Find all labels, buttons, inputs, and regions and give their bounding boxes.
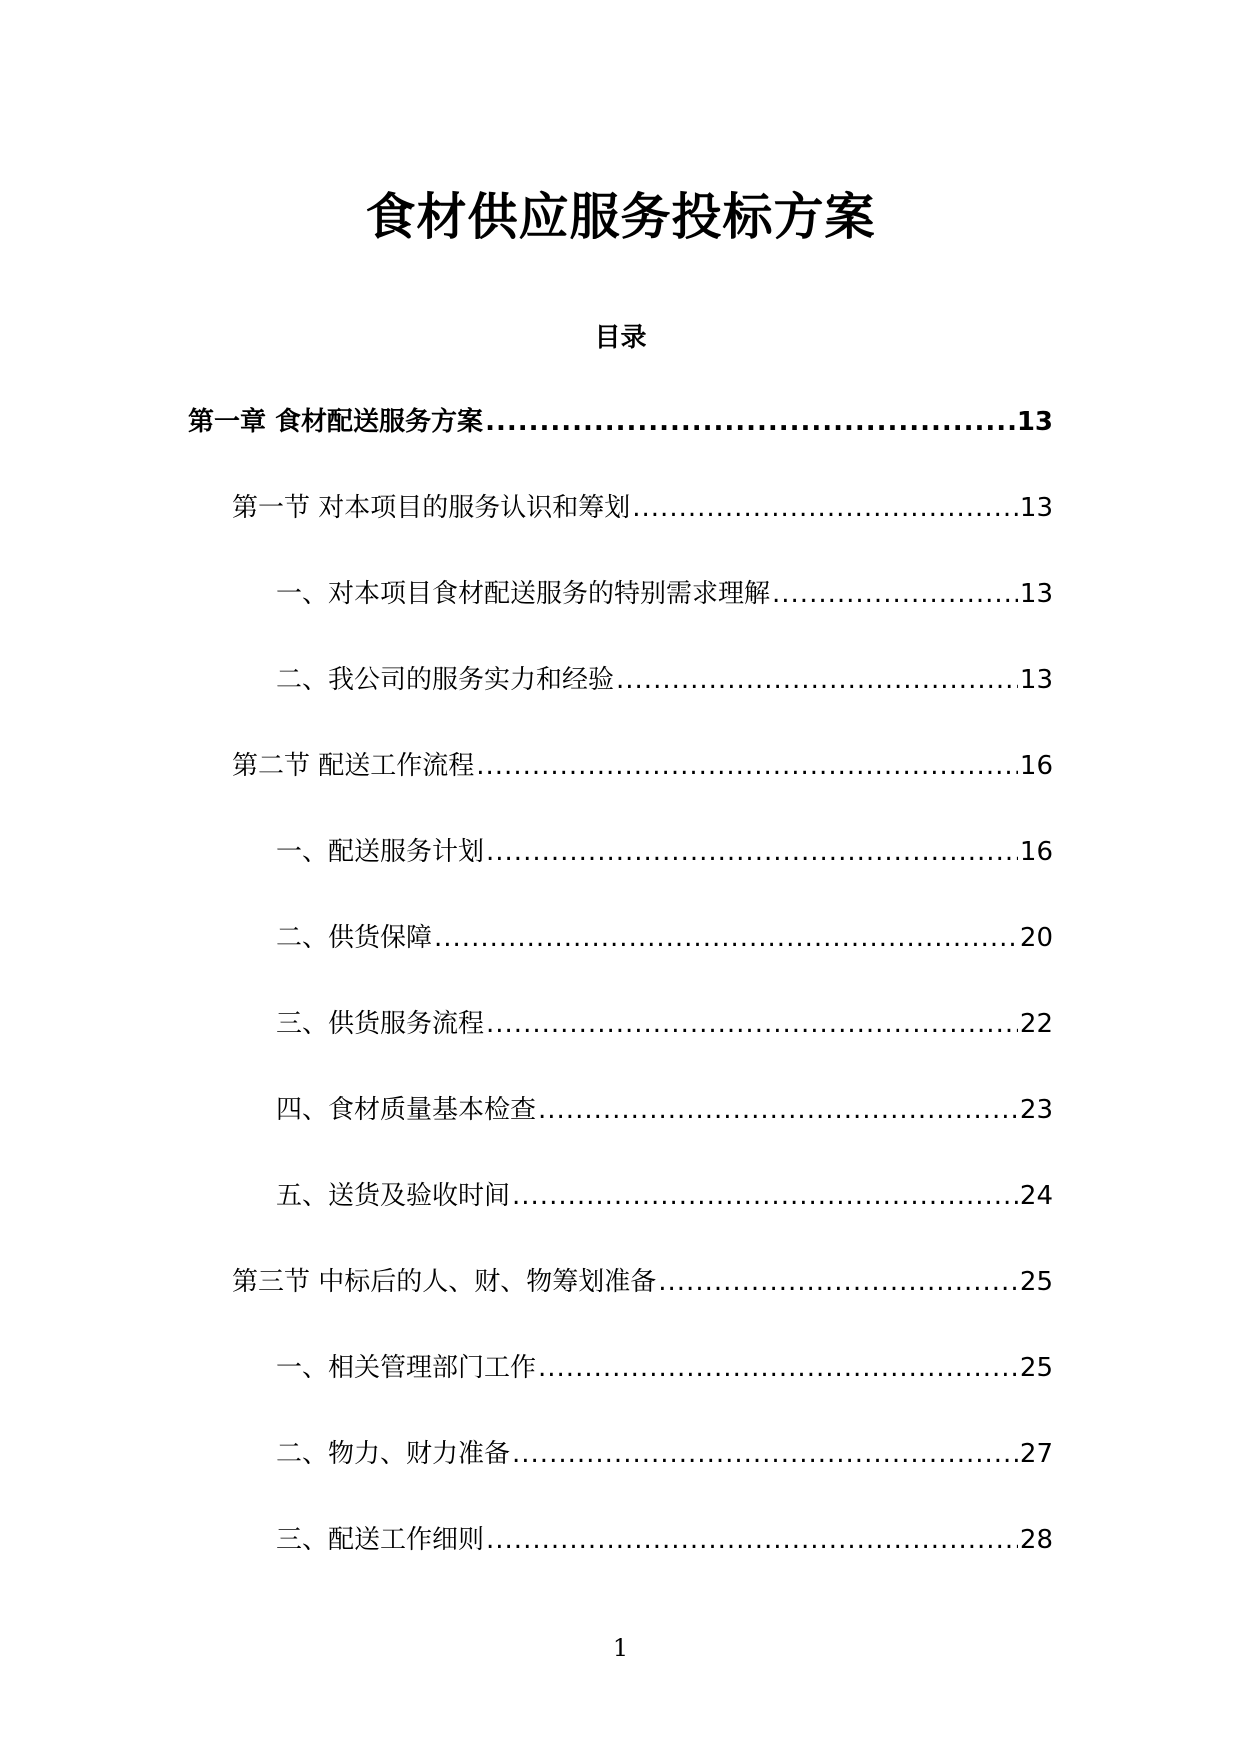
toc-entry-label: 五、送货及验收时间 [276, 1181, 511, 1211]
toc-entry[interactable] [276, 916, 1053, 960]
toc-entry-page: 22 [1019, 1009, 1053, 1039]
toc-entry-label: 三、供货服务流程 [276, 1009, 485, 1039]
page-number: 1 [612, 1634, 629, 1662]
toc-entry-label: 四、食材质量基本检查 [276, 1095, 537, 1125]
toc-entry-label: 三、配送工作细则 [276, 1525, 485, 1555]
toc-entry-page: 16 [1019, 837, 1053, 867]
toc-entry[interactable] [276, 1174, 1053, 1218]
toc-entry-page: 27 [1019, 1439, 1053, 1469]
toc-entry-page: 13 [1019, 493, 1053, 523]
toc-entry-page: 24 [1019, 1181, 1053, 1211]
toc-entry[interactable] [188, 400, 1053, 444]
toc-entry-page: 16 [1019, 751, 1053, 781]
toc-leader [616, 658, 1018, 702]
toc-entry[interactable] [276, 830, 1053, 874]
toc-entry-label: 第一章 食材配送服务方案 [188, 407, 484, 437]
toc-entry-page: 20 [1019, 923, 1053, 953]
toc-entry-label: 一、配送服务计划 [276, 837, 485, 867]
toc-entry-label: 第一节 对本项目的服务认识和筹划 [232, 493, 631, 523]
toc-heading: 目录 [594, 323, 647, 353]
toc-entry-page: 25 [1019, 1353, 1053, 1383]
toc-leader [512, 1174, 1018, 1218]
toc-leader [772, 572, 1018, 616]
toc-leader [632, 486, 1018, 530]
toc-leader [485, 400, 1015, 444]
toc-entry[interactable] [276, 1346, 1053, 1390]
toc-leader [538, 1346, 1018, 1390]
toc-entry-page: 13 [1019, 665, 1053, 695]
toc-leader [434, 916, 1018, 960]
toc-entry[interactable] [232, 486, 1053, 530]
toc-entry-page: 28 [1019, 1525, 1053, 1555]
toc-entry-label: 一、对本项目食材配送服务的特别需求理解 [276, 579, 771, 609]
toc-leader [538, 1088, 1018, 1132]
toc-entry[interactable] [232, 744, 1053, 788]
toc-leader [486, 830, 1018, 874]
toc-leader [512, 1432, 1018, 1476]
toc-entry-label: 二、物力、财力准备 [276, 1439, 511, 1469]
toc-entry[interactable] [276, 658, 1053, 702]
toc-entry-label: 二、供货保障 [276, 923, 433, 953]
document-title: 食材供应服务投标方案 [365, 188, 876, 246]
toc-leader [486, 1002, 1018, 1046]
toc-entry[interactable] [276, 1002, 1053, 1046]
toc-entry-label: 第三节 中标后的人、财、物筹划准备 [232, 1267, 657, 1297]
toc-leader [658, 1260, 1018, 1304]
toc-entry[interactable] [276, 1518, 1053, 1562]
toc-leader [476, 744, 1018, 788]
toc-entry[interactable] [232, 1260, 1053, 1304]
toc-entry-page: 25 [1019, 1267, 1053, 1297]
toc-entry-page: 23 [1019, 1095, 1053, 1125]
toc-entry-label: 一、相关管理部门工作 [276, 1353, 537, 1383]
toc-leader [486, 1518, 1018, 1562]
toc-entry-page: 13 [1019, 579, 1053, 609]
toc-entry-label: 二、我公司的服务实力和经验 [276, 665, 615, 695]
toc-entry[interactable] [276, 1088, 1053, 1132]
toc-entry-page: 13 [1016, 407, 1053, 437]
toc-entry[interactable] [276, 1432, 1053, 1476]
toc-entry[interactable] [276, 572, 1053, 616]
toc-entry-label: 第二节 配送工作流程 [232, 751, 475, 781]
